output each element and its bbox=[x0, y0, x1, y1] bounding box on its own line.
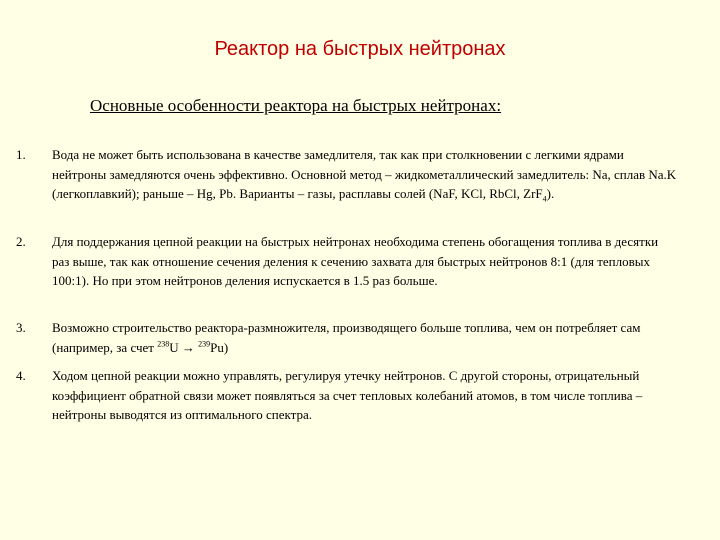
reaction-arrow: → bbox=[178, 339, 199, 355]
list-item-text bbox=[52, 318, 677, 357]
list-item-number: 3. bbox=[16, 320, 26, 335]
list-item-text-main: Возможно строительство реактора-размножителя, производящего больше топлива, чем он потребляет сам (например, за счет bbox=[52, 320, 641, 355]
list-item-text-end: ) bbox=[223, 339, 229, 355]
isotope-mass: 238 bbox=[157, 339, 170, 349]
list-item-text bbox=[52, 145, 677, 204]
slide-title: Реактор на быстрых нейтронах bbox=[214, 38, 506, 60]
list-item-number: 1. bbox=[16, 147, 26, 162]
list-item-text-main: Вода не может быть использована в качестве замедлителя, так как при столкновении с легкими ядрами нейтроны замедляются очень эффективно. Основной метод – жидкометаллический замедлитель: Na, сплав Na.K (легкоплавкий); раньше – Hg, Pb. Варианты – газы, расплавы солей (NaF, KCl, RbCl, ZrF bbox=[52, 147, 677, 201]
slide-subtitle: Основные особенности реактора на быстрых нейтронах: bbox=[90, 96, 502, 115]
subscript: 4 bbox=[542, 194, 547, 204]
isotope-mass: 239 bbox=[198, 339, 211, 349]
isotope-symbol: Pu bbox=[210, 339, 224, 355]
list-item-text: Ходом цепной реакции можно управлять, регулируя утечку нейтронов. С другой стороны, отрицательный коэффициент обратной связи может появляться за счет тепловых колебаний атомов, в том числе топлива – нейтроны выводятся из оптимального спектра. bbox=[52, 368, 643, 422]
list-item-number: 4. bbox=[16, 368, 26, 383]
list-item-number: 2. bbox=[16, 234, 26, 249]
isotope-symbol: U bbox=[169, 339, 179, 355]
list-item-text-end: ). bbox=[546, 186, 555, 201]
list-item-text: Для поддержания цепной реакции на быстрых нейтронах необходима степень обогащения топлива в десятки раз выше, так как отношение сечения деления к сечению захвата для быстрых нейтронов 8:1 (для тепловых 100:1). Но при этом нейтронов деления испускается в 1.5 раз больше. bbox=[52, 234, 659, 288]
